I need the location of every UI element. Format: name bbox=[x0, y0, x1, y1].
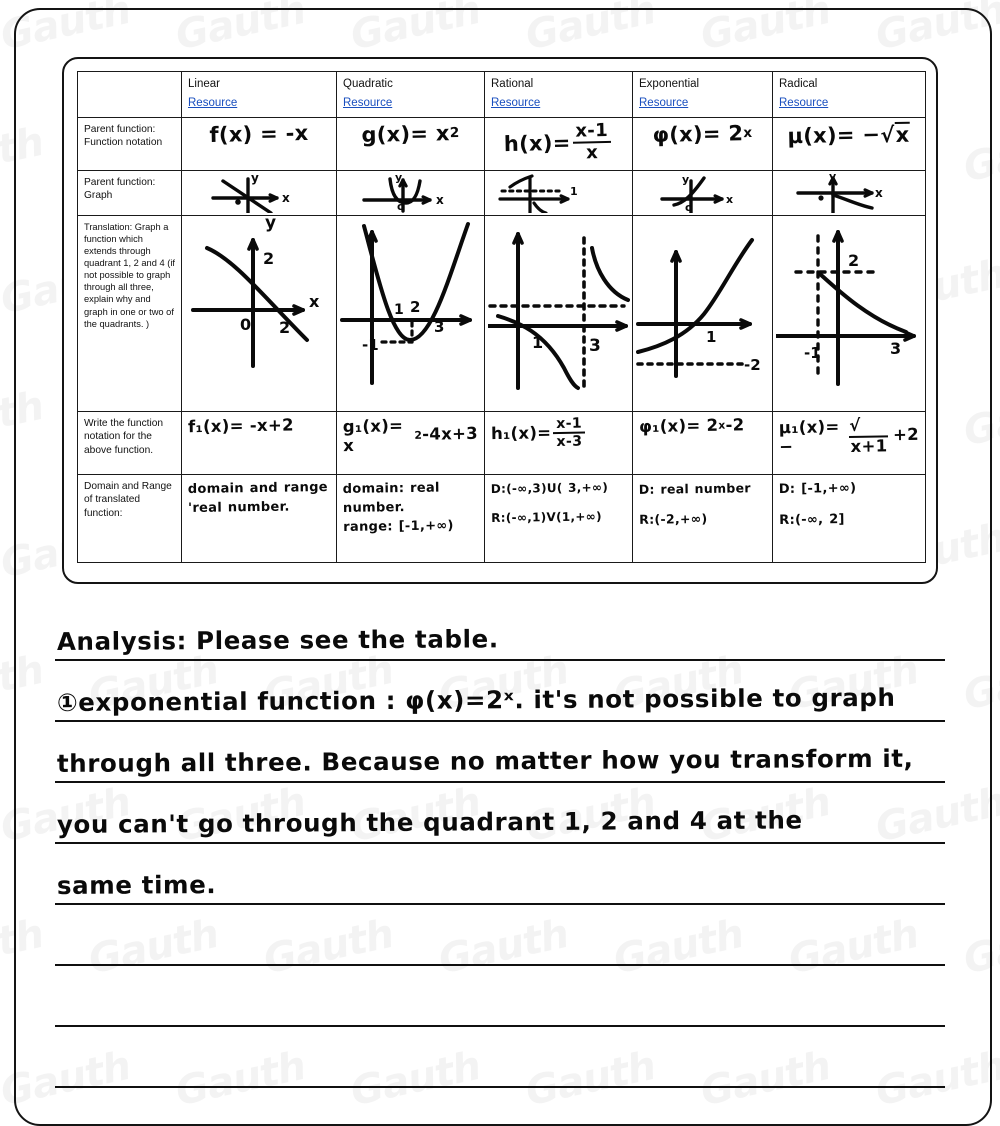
fraction-denominator: x bbox=[585, 142, 599, 164]
asymptote-label-m2: -2 bbox=[743, 356, 761, 374]
tick-label-2: 2 bbox=[848, 251, 860, 270]
translated-fn-exponential-base: φ₁(x)= 2 bbox=[638, 415, 719, 437]
axis-label-y: y bbox=[681, 173, 689, 186]
domain-range-quadratic bbox=[343, 479, 479, 537]
domain-range-rational bbox=[491, 479, 627, 528]
parent-fn-quadratic-base: g(x)= x bbox=[361, 121, 450, 148]
parent-fn-rational-lhs: h(x)= bbox=[503, 130, 571, 156]
axis-label-x: x bbox=[435, 193, 444, 207]
fraction-denominator: x-3 bbox=[556, 433, 583, 451]
translated-fn-radical-lhs: μ₁(x)= − bbox=[778, 417, 840, 457]
graph-parent-quadratic bbox=[340, 173, 482, 213]
axis-label-x: x bbox=[282, 191, 290, 205]
fraction-numerator: x-1 bbox=[553, 417, 585, 435]
translated-fn-rational bbox=[491, 416, 627, 451]
resource-link-linear[interactable]: Resource bbox=[188, 96, 238, 109]
translated-fn-exponential-tail: -2 bbox=[725, 415, 745, 435]
label-text: Domain and Range of translated function: bbox=[84, 481, 172, 519]
translated-fn-quadratic-tail: -4x+3 bbox=[422, 424, 479, 445]
origin-label: o bbox=[684, 201, 693, 213]
analysis-line-row-7 bbox=[55, 966, 945, 1027]
cell-dr-rational bbox=[485, 475, 633, 563]
row-label-write-notation bbox=[78, 412, 182, 475]
dr-line-1: domain and range bbox=[187, 480, 328, 497]
tick-label-y2: 2 bbox=[263, 249, 275, 268]
dr-line-3: range: [-1,+∞) bbox=[343, 518, 454, 535]
origin-dot bbox=[818, 195, 823, 200]
cell-parent-exponential bbox=[633, 118, 773, 171]
graph-translation-exponential bbox=[636, 218, 770, 408]
label-text: Parent function: Function notation bbox=[84, 124, 163, 149]
translated-fn-linear: f₁(x)= -x+2 bbox=[187, 415, 294, 437]
table-header-row bbox=[78, 72, 926, 118]
cell-translation-quadratic bbox=[337, 216, 485, 412]
tick-label-3: 3 bbox=[890, 339, 902, 358]
sqrt-radicand: x bbox=[895, 122, 910, 148]
parent-fn-exponential-exp: x bbox=[743, 124, 753, 142]
tick-label-1: 1 bbox=[705, 328, 716, 346]
analysis-line-row-3 bbox=[55, 722, 945, 783]
column-title-quadratic: Quadratic bbox=[343, 78, 393, 90]
axis-label-x: x bbox=[875, 186, 883, 200]
graph-parent-rational bbox=[488, 173, 630, 213]
domain-range-radical bbox=[779, 479, 920, 531]
origin-label: o bbox=[396, 200, 405, 213]
analysis-text-3: through all three. Because no matter how you transform it, bbox=[56, 743, 914, 778]
tick-label-ym1: -1 bbox=[361, 336, 379, 354]
sqrt-icon: √x+1 bbox=[849, 415, 888, 456]
graph-parent-exponential bbox=[636, 173, 770, 213]
translated-fn-exponential bbox=[639, 416, 766, 437]
dr-line-1: domain: real bbox=[342, 480, 440, 497]
domain-range-exponential bbox=[639, 479, 767, 529]
row-label-domain-range bbox=[78, 475, 182, 563]
analysis-text-5: same time. bbox=[56, 870, 217, 900]
tick-label-m1: -1 bbox=[804, 344, 821, 362]
cell-parent-graph-radical bbox=[773, 171, 926, 216]
header-cell-radical bbox=[773, 72, 926, 118]
axis-label-y: y bbox=[251, 173, 259, 185]
origin-dot bbox=[235, 199, 241, 205]
cell-dr-exponential bbox=[633, 475, 773, 563]
header-corner-cell bbox=[78, 72, 182, 118]
translated-fn-exponential-exp: x bbox=[718, 418, 726, 433]
tick-label-x2: 2 bbox=[279, 318, 291, 337]
parent-fn-quadratic bbox=[343, 122, 478, 148]
analysis-text-2: ①exponential function : φ(x)=2ˣ. it's not possible to graph bbox=[56, 682, 896, 717]
resource-link-radical[interactable]: Resource bbox=[779, 96, 829, 109]
dr-line-2: R:(-∞, 2] bbox=[779, 511, 845, 528]
cell-translated-exponential bbox=[633, 412, 773, 475]
cell-translated-linear bbox=[182, 412, 337, 475]
cell-parent-graph-exponential bbox=[633, 171, 773, 216]
analysis-line-row-2 bbox=[55, 661, 945, 722]
parent-fn-radical-lhs: μ(x)= − bbox=[787, 122, 881, 149]
cell-parent-graph-linear bbox=[182, 171, 337, 216]
row-domain-range bbox=[78, 475, 926, 563]
translated-rational-fraction bbox=[553, 417, 585, 450]
analysis-line-row-8 bbox=[55, 1027, 945, 1088]
parent-fn-exponential bbox=[639, 122, 766, 148]
graph-translation-rational bbox=[488, 218, 630, 408]
cell-parent-rational bbox=[485, 118, 633, 171]
column-title-exponential: Exponential bbox=[639, 78, 700, 90]
cell-translated-rational bbox=[485, 412, 633, 475]
cell-translation-exponential bbox=[633, 216, 773, 412]
domain-range-linear bbox=[188, 479, 331, 519]
resource-link-rational[interactable]: Resource bbox=[491, 96, 541, 109]
dr-line-1: D: [-1,+∞) bbox=[778, 480, 857, 497]
cell-parent-radical bbox=[773, 118, 926, 171]
cell-dr-radical bbox=[773, 475, 926, 563]
graph-translation-linear bbox=[185, 218, 333, 408]
label-text: Parent function: Graph bbox=[84, 177, 156, 202]
parent-fn-exponential-base: φ(x)= 2 bbox=[652, 121, 744, 148]
translated-fn-quadratic bbox=[343, 416, 479, 456]
cell-translation-rational bbox=[485, 216, 633, 412]
fraction-numerator: x-1 bbox=[572, 122, 611, 144]
dr-line-2: 'real number. bbox=[188, 499, 290, 516]
translated-fn-quadratic-exp: 2 bbox=[414, 428, 423, 442]
tick-label-x2: 2 bbox=[409, 298, 420, 316]
analysis-line-row-5 bbox=[55, 844, 945, 905]
cell-translation-linear bbox=[182, 216, 337, 412]
row-label-parent-graph bbox=[78, 171, 182, 216]
column-title-rational: Rational bbox=[491, 78, 534, 90]
analysis-line-row-6 bbox=[55, 905, 945, 966]
cell-parent-quadratic bbox=[337, 118, 485, 171]
analysis-line-row-4 bbox=[55, 783, 945, 844]
rule-line bbox=[55, 1086, 945, 1088]
function-table-card bbox=[62, 57, 938, 584]
dr-line-1: D: real number bbox=[638, 480, 751, 497]
header-cell-quadratic bbox=[337, 72, 485, 118]
cell-translated-quadratic bbox=[337, 412, 485, 475]
analysis-text-4: you can't go through the quadrant 1, 2 and 4 at the bbox=[56, 805, 803, 839]
axis-label-y: y bbox=[829, 173, 837, 183]
sqrt-radicand: x+1 bbox=[850, 436, 888, 456]
origin-label: 0 bbox=[240, 315, 252, 334]
graph-translation-quadratic bbox=[340, 218, 482, 408]
parent-fn-rational bbox=[491, 119, 627, 165]
column-title-linear: Linear bbox=[188, 78, 220, 90]
translated-fn-quadratic-base: g₁(x)= x bbox=[342, 416, 404, 456]
parent-fn-radical bbox=[779, 122, 919, 150]
cell-parent-graph-quadratic bbox=[337, 171, 485, 216]
tick-label-x1: 1 bbox=[393, 302, 404, 318]
dr-line-1: D:(-∞,3)U( 3,+∞) bbox=[490, 480, 609, 496]
sqrt-icon: √x bbox=[880, 122, 910, 148]
row-label-translation bbox=[78, 216, 182, 412]
tick-label-x3: 3 bbox=[433, 318, 444, 336]
tick-label-3: 3 bbox=[588, 336, 601, 356]
header-cell-exponential bbox=[633, 72, 773, 118]
row-translation bbox=[78, 216, 926, 412]
header-cell-rational bbox=[485, 72, 633, 118]
resource-link-exponential[interactable]: Resource bbox=[639, 96, 689, 109]
dr-line-2: number. bbox=[342, 499, 405, 516]
cell-translated-radical bbox=[773, 412, 926, 475]
analysis-text-1: Analysis: Please see the table. bbox=[56, 624, 499, 656]
row-parent-graph bbox=[78, 171, 926, 216]
analysis-line-row-1 bbox=[55, 600, 945, 661]
cell-translation-radical bbox=[773, 216, 926, 412]
tick-label-1: 1 bbox=[531, 333, 543, 352]
asymptote-label-1: 1 bbox=[569, 185, 578, 198]
translated-fn-radical bbox=[779, 416, 920, 458]
row-write-notation bbox=[78, 412, 926, 475]
column-title-radical: Radical bbox=[779, 78, 818, 90]
parent-fn-rational-fraction bbox=[572, 119, 611, 164]
axis-label-y: y bbox=[265, 218, 277, 233]
graph-parent-linear bbox=[185, 173, 333, 213]
axis-label-y: y bbox=[394, 173, 402, 184]
graph-translation-radical bbox=[776, 218, 922, 408]
row-label-parent-notation bbox=[78, 118, 182, 171]
label-text: Translation: Graph a function which extends through quadrant 1, 2 and 4 (if not possible to graph through all three, explain why and graph in one or two of the quadrants. ) bbox=[84, 222, 175, 329]
cell-parent-graph-rational bbox=[485, 171, 633, 216]
translated-fn-rational-lhs: h₁(x)= bbox=[490, 422, 552, 443]
header-cell-linear bbox=[182, 72, 337, 118]
graph-parent-radical bbox=[776, 173, 922, 213]
resource-link-quadratic[interactable]: Resource bbox=[343, 96, 393, 109]
axis-label-x: x bbox=[309, 292, 320, 311]
cell-parent-linear bbox=[182, 118, 337, 171]
axis-label-x: x bbox=[725, 193, 733, 206]
analysis-section bbox=[0, 600, 1000, 1088]
function-comparison-table bbox=[77, 71, 926, 563]
label-text: Write the function notation for the above function. bbox=[84, 418, 164, 456]
dr-line-2: R:(-∞,1)V(1,+∞) bbox=[491, 509, 602, 526]
row-parent-notation bbox=[78, 118, 926, 171]
parent-fn-linear: f(x) = -x bbox=[209, 120, 309, 148]
dr-line-2: R:(-2,+∞) bbox=[639, 511, 708, 528]
cell-dr-linear bbox=[182, 475, 337, 563]
parent-fn-quadratic-exp: 2 bbox=[449, 125, 460, 142]
cell-dr-quadratic bbox=[337, 475, 485, 563]
translated-fn-radical-tail: +2 bbox=[892, 425, 920, 445]
